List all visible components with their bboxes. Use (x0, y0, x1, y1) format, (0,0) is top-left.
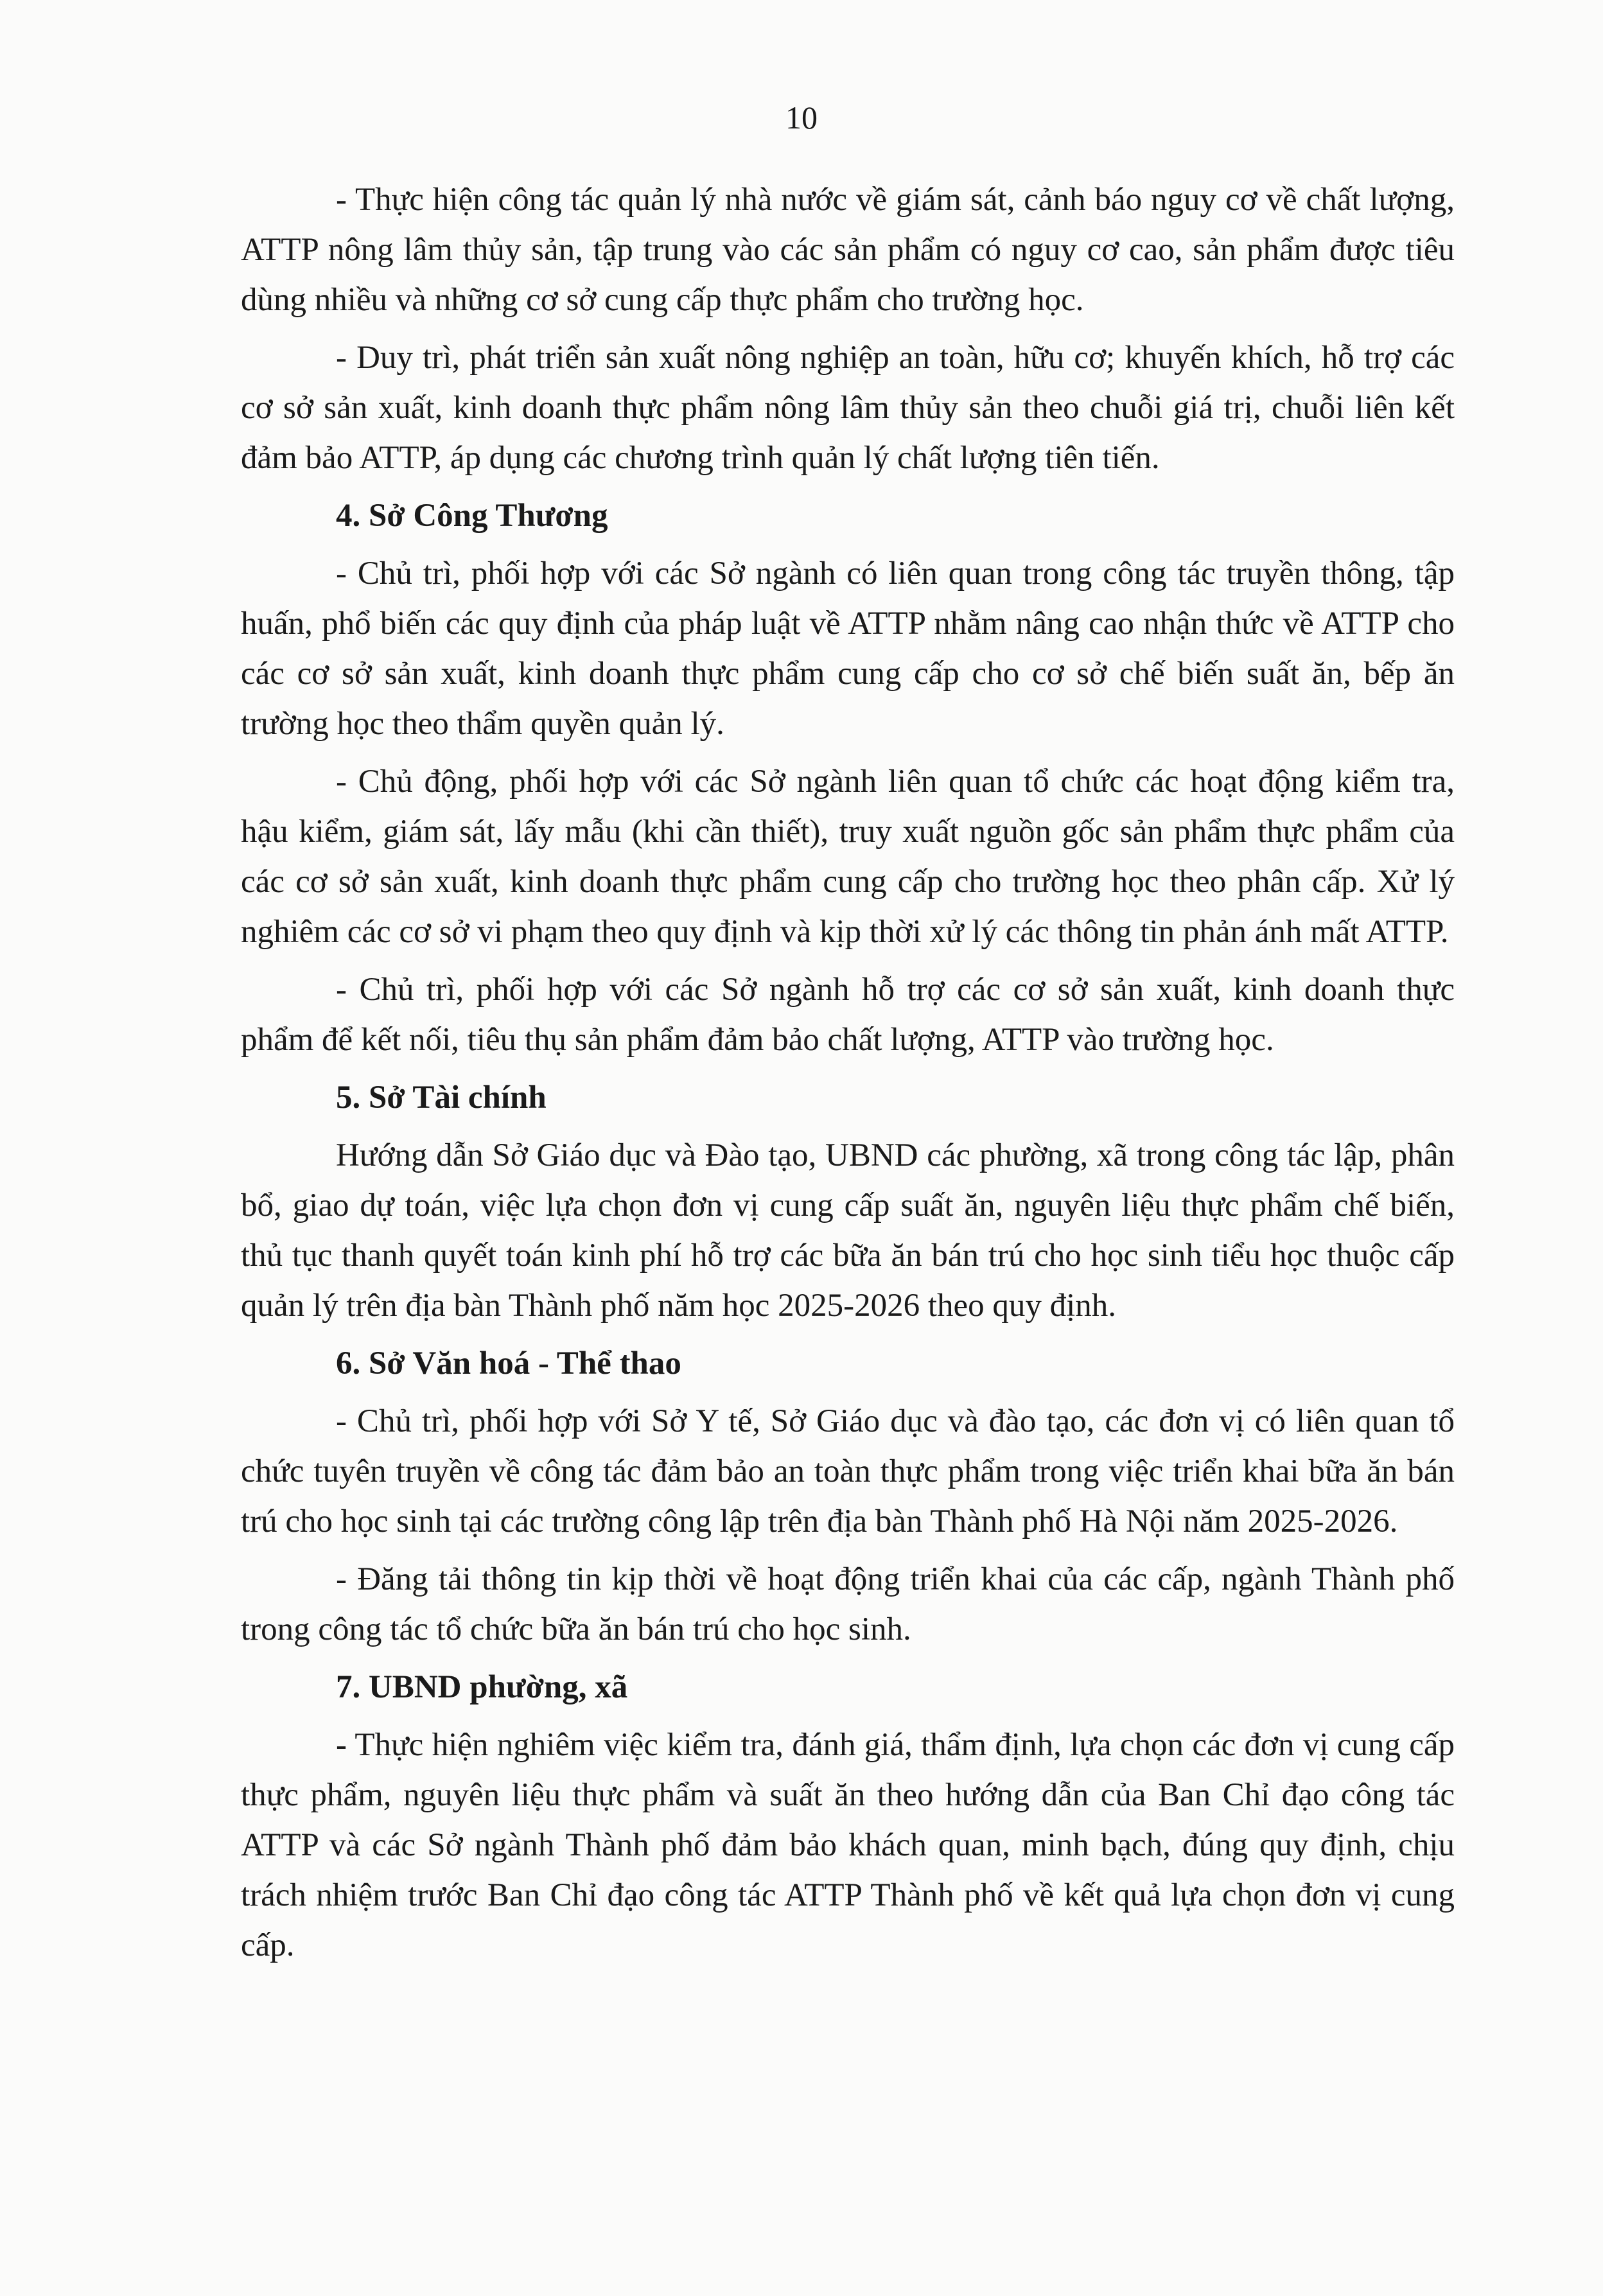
paragraph: - Chủ trì, phối hợp với các Sở ngành hỗ trợ các cơ sở sản xuất, kinh doanh thực phẩm để kết nối, tiêu thụ sản phẩm đảm bảo chất lượng, ATTP vào trường học. (241, 972, 1455, 1058)
paragraph: - Duy trì, phát triển sản xuất nông nghiệp an toàn, hữu cơ; khuyến khích, hỗ trợ các cơ sở sản xuất, kinh doanh thực phẩm nông lâm thủy sản theo chuỗi giá trị, chuỗi liên kết đảm bảo ATTP, áp dụng các chương trình quản lý chất lượng tiên tiến. (241, 340, 1455, 476)
section-heading: 7. UBND phường, xã (336, 1669, 628, 1705)
section-heading: 4. Sở Công Thương (336, 498, 608, 534)
paragraph: Hướng dẫn Sở Giáo dục và Đào tạo, UBND các phường, xã trong công tác lập, phân bổ, giao dự toán, việc lựa chọn đơn vị cung cấp suất ăn, nguyên liệu thực phẩm chế biến, thủ tục thanh quyết toán kinh phí hỗ trợ các bữa ăn bán trú cho học sinh tiểu học thuộc cấp quản lý trên địa bàn Thành phố năm học 2025-2026 theo quy định. (241, 1137, 1455, 1324)
section-heading: 5. Sở Tài chính (336, 1080, 547, 1116)
paragraph: - Thực hiện nghiêm việc kiểm tra, đánh giá, thẩm định, lựa chọn các đơn vị cung cấp thực phẩm, nguyên liệu thực phẩm và suất ăn theo hướng dẫn của Ban Chỉ đạo công tác ATTP và các Sở ngành Thành phố đảm bảo khách quan, minh bạch, đúng quy định, chịu trách nhiệm trước Ban Chỉ đạo công tác ATTP Thành phố về kết quả lựa chọn đơn vị cung cấp. (241, 1727, 1455, 1963)
section-heading: 6. Sở Văn hoá - Thể thao (336, 1345, 681, 1381)
paragraph: - Thực hiện công tác quản lý nhà nước về giám sát, cảnh báo nguy cơ về chất lượng, ATTP nông lâm thủy sản, tập trung vào các sản phẩm có nguy cơ cao, sản phẩm được tiêu dùng nhiều và những cơ sở cung cấp thực phẩm cho trường học. (241, 182, 1455, 318)
paragraph: - Đăng tải thông tin kịp thời về hoạt động triển khai của các cấp, ngành Thành phố trong công tác tổ chức bữa ăn bán trú cho học sinh. (241, 1561, 1455, 1647)
page-number: 10 (785, 100, 818, 136)
paragraph: - Chủ trì, phối hợp với các Sở ngành có liên quan trong công tác truyền thông, tập huấn, phổ biến các quy định của pháp luật về ATTP nhằm nâng cao nhận thức về ATTP cho các cơ sở sản xuất, kinh doanh thực phẩm cung cấp cho cơ sở chế biến suất ăn, bếp ăn trường học theo thẩm quyền quản lý. (241, 556, 1455, 742)
document-body (241, 175, 1455, 1978)
paragraph: - Chủ động, phối hợp với các Sở ngành liên quan tổ chức các hoạt động kiểm tra, hậu kiểm, giám sát, lấy mẫu (khi cần thiết), truy xuất nguồn gốc sản phẩm thực phẩm của các cơ sở sản xuất, kinh doanh thực phẩm cung cấp cho trường học theo phân cấp. Xử lý nghiêm các cơ sở vi phạm theo quy định và kịp thời xử lý các thông tin phản ánh mất ATTP. (241, 764, 1455, 950)
paragraph: - Chủ trì, phối hợp với Sở Y tế, Sở Giáo dục và đào tạo, các đơn vị có liên quan tổ chức tuyên truyền về công tác đảm bảo an toàn thực phẩm trong việc triển khai bữa ăn bán trú cho học sinh tại các trường công lập trên địa bàn Thành phố Hà Nội năm 2025-2026. (241, 1403, 1455, 1539)
